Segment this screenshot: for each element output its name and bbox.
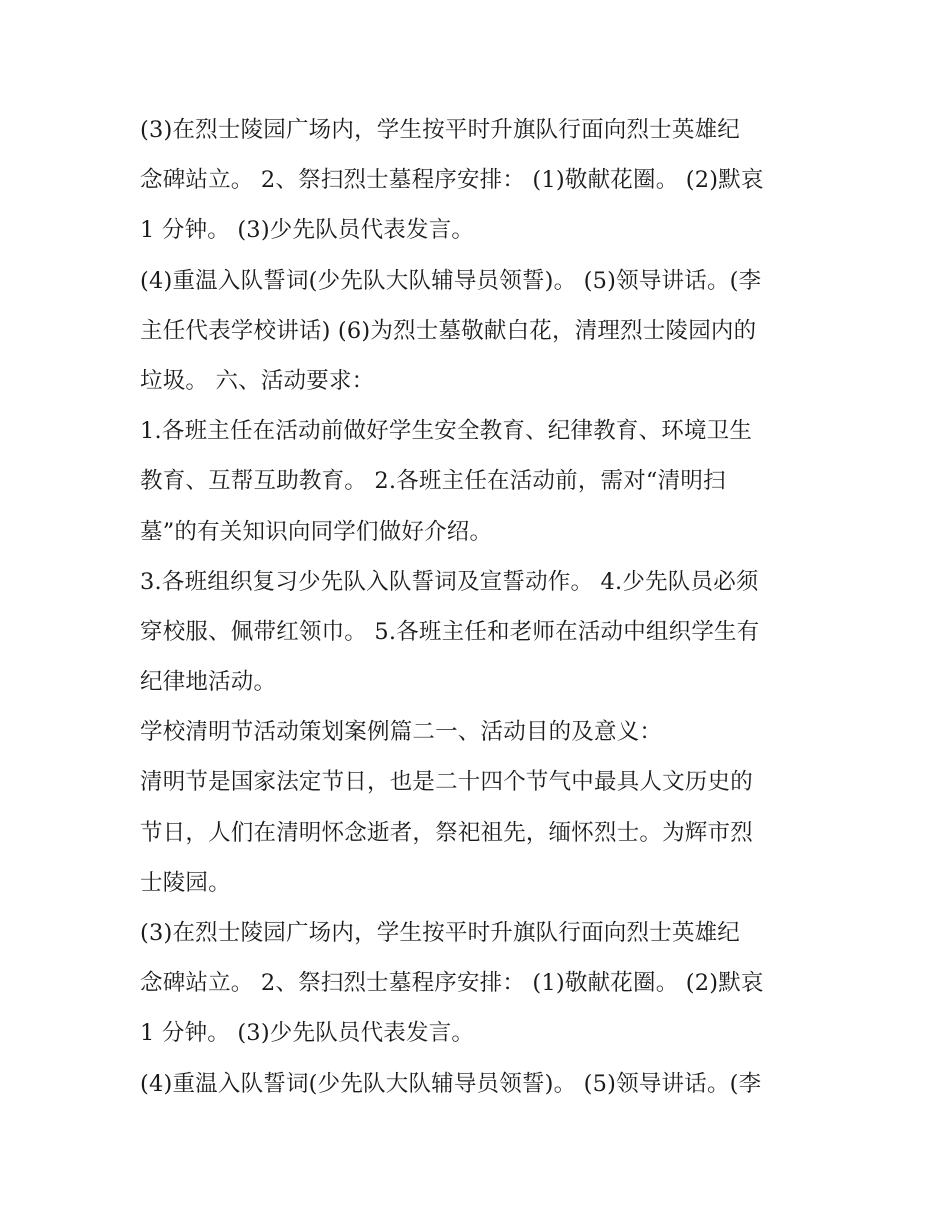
- text-line: 节日，人们在清明怀念逝者，祭祀祖先，缅怀烈士。为辉市烈: [140, 819, 753, 846]
- text-line: 纪律地活动。: [140, 669, 277, 696]
- text-line: 士陵园。: [140, 869, 231, 896]
- text-line: 清明节是国家法定节日，也是二十四个节气中最具人文历史的: [140, 769, 753, 796]
- text-line: 1 分钟。 (3)少先队员代表发言。: [140, 217, 475, 244]
- text-line: 3.各班组织复习少先队入队誓词及宣誓动作。 4.少先队员必须: [140, 568, 759, 595]
- text-line: (4)重温入队誓词(少先队大队辅导员领誓)。 (5)领导讲话。(李: [140, 267, 762, 294]
- text-line: 1.各班主任在活动前做好学生安全教育、纪律教育、环境卫生: [140, 418, 753, 445]
- text-line: 念碑站立。 2、祭扫烈士墓程序安排： (1)敬献花圈。 (2)默哀: [140, 970, 764, 997]
- text-line: 主任代表学校讲话) (6)为烈士墓敬献白花，清理烈士陵园内的: [140, 317, 757, 344]
- text-line: 1 分钟。 (3)少先队员代表发言。: [140, 1020, 475, 1047]
- document-body: [140, 105, 820, 1109]
- text-line: (3)在烈士陵园广场内，学生按平时升旗队行面向烈士英雄纪: [140, 117, 740, 143]
- text-line: (3)在烈士陵园广场内，学生按平时升旗队行面向烈士英雄纪: [140, 920, 740, 946]
- text-line: 垃圾。 六、活动要求：: [140, 367, 375, 394]
- text-line: 穿校服、佩带红领巾。 5.各班主任和老师在活动中组织学生有: [140, 618, 760, 645]
- text-line: (4)重温入队誓词(少先队大队辅导员领誓)。 (5)领导讲话。(李: [140, 1070, 762, 1097]
- section-heading: 学校清明节活动策划案例篇二一、活动目的及意义：: [140, 719, 663, 746]
- text-line: 教育、互帮互助教育。 2.各班主任在活动前，需对“清明扫: [140, 468, 726, 495]
- text-line: 墓”的有关知识向同学们做好介绍。: [140, 518, 493, 545]
- text-line: 念碑站立。 2、祭扫烈士墓程序安排： (1)敬献花圈。 (2)默哀: [140, 167, 764, 194]
